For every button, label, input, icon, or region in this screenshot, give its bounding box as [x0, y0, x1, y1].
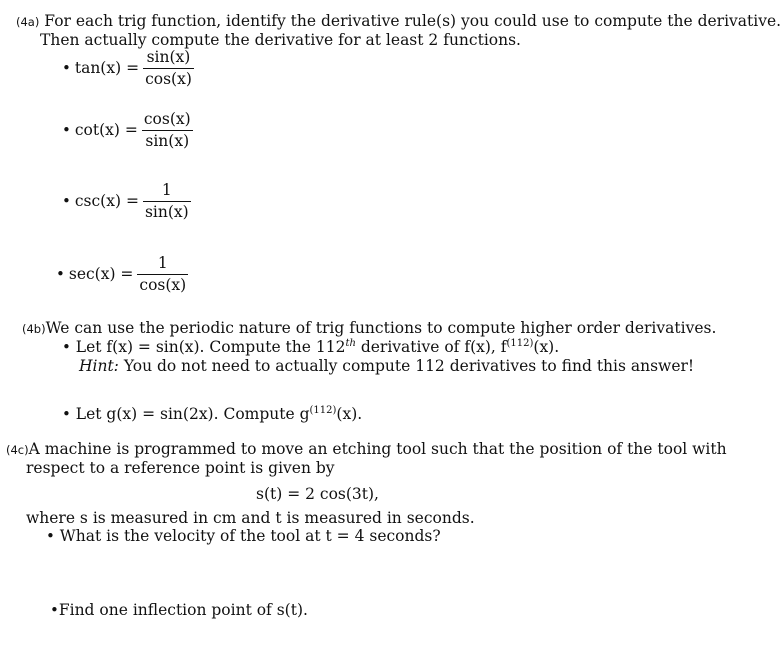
formula-lhs: csc(x) = [74, 191, 139, 210]
formula-tan [62, 48, 194, 88]
question-4c-line1 [6, 440, 727, 459]
bullet: • [62, 121, 71, 140]
bullet: • [62, 192, 71, 211]
fraction [137, 254, 188, 294]
question-4c-line3: where s is measured in cm and t is measured in seconds. [26, 509, 475, 527]
fraction-numerator: cos(x) [142, 110, 193, 131]
bullet: • [62, 338, 71, 356]
fraction-denominator: sin(x) [144, 202, 189, 221]
fraction-numerator: 1 [137, 254, 188, 275]
inflection-question: Find one inflection point of s(t). [58, 601, 308, 619]
item2-text: Let g(x) = sin(2x). Compute g [75, 405, 310, 423]
question-4b-intro [22, 319, 716, 338]
question-4b-hint [79, 357, 694, 376]
question-4c-item1 [46, 527, 441, 546]
fraction-numerator: sin(x) [143, 48, 194, 69]
bullet: • [50, 601, 59, 619]
fraction [143, 181, 191, 221]
question-4a-line1 [16, 12, 781, 31]
question-label-4c: (4c) [6, 443, 29, 457]
item2-end: (x). [336, 405, 363, 423]
velocity-question: What is the velocity of the tool at t = 4 seconds? [59, 527, 441, 545]
fraction-denominator: sin(x) [145, 131, 190, 150]
question-label-4b: (4b) [22, 322, 46, 336]
hint-text: You do not need to actually compute 112 derivatives to find this answer! [118, 357, 695, 375]
formula-sec [56, 254, 188, 294]
position-formula: s(t) = 2 cos(3t), [256, 485, 379, 503]
question-4b-item1 [62, 338, 559, 357]
formula-lhs: sec(x) = [68, 264, 134, 283]
formula-csc [62, 181, 191, 221]
formula-lhs: tan(x) = [74, 58, 140, 77]
question-label-4a: (4a) [16, 15, 40, 29]
question-4c-text-1: A machine is programmed to move an etching tool such that the position of the tool with [28, 440, 727, 458]
fraction-numerator: 1 [143, 181, 191, 202]
formula-cot [62, 110, 193, 150]
formula-lhs: cot(x) = [74, 120, 138, 139]
item2-superscript-order: (112) [309, 405, 337, 416]
item1-rest: derivative of f(x), f [355, 338, 507, 356]
bullet: • [62, 405, 71, 423]
fraction [142, 110, 193, 150]
fraction-denominator: cos(x) [145, 69, 192, 88]
hint-label: Hint: [79, 357, 119, 375]
item1-superscript-th: th [345, 338, 356, 349]
question-4b-text: We can use the periodic nature of trig functions to compute higher order derivatives. [45, 319, 717, 337]
item1-end: (x). [533, 338, 560, 356]
bullet: • [62, 59, 71, 78]
bullet: • [56, 265, 65, 284]
question-4a-line2: Then actually compute the derivative for at least 2 functions. [40, 31, 521, 49]
item1-superscript-order: (112) [506, 338, 534, 349]
question-4c-line2: respect to a reference point is given by [26, 459, 335, 477]
question-4b-item2 [62, 405, 362, 424]
fraction [143, 48, 194, 88]
bullet: • [46, 527, 55, 545]
question-4a-text-1: For each trig function, identify the derivative rule(s) you could use to compute the derivative. [44, 12, 781, 30]
item1-text: Let f(x) = sin(x). Compute the 112 [75, 338, 346, 356]
question-4c-item2 [50, 601, 308, 620]
fraction-denominator: cos(x) [139, 275, 187, 294]
